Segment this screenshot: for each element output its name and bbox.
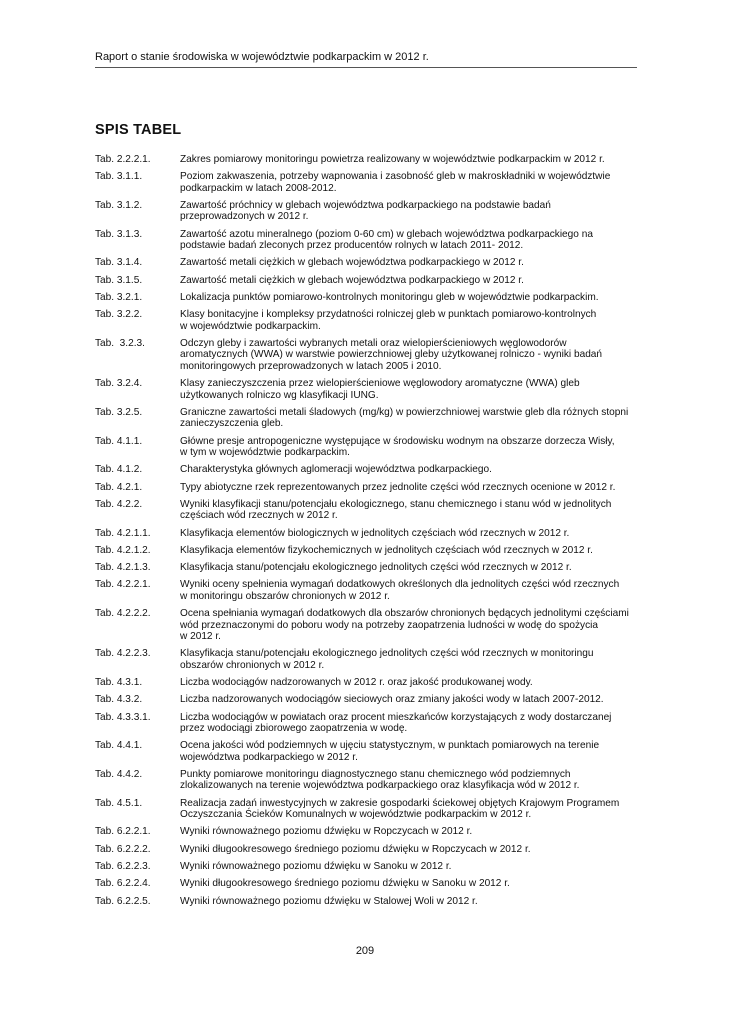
table-entry: [95, 257, 658, 268]
table-number: Tab. 4.2.1.1.: [95, 527, 151, 539]
caption-line: Ocena jakości wód podziemnych w ujęciu statystycznym, w punktach pomiarowych na terenie: [180, 740, 600, 752]
caption-line: częściach wód rzecznych w 2012 r.: [180, 510, 338, 522]
table-number: Tab. 4.2.2.2.: [95, 608, 151, 620]
table-number: Tab. 4.1.2.: [95, 464, 143, 476]
caption-line: Wyniki długookresowego średniego poziomu dźwięku w Ropczycach w 2012 r.: [180, 843, 531, 855]
table-caption: [180, 608, 658, 642]
caption-line: w 2012 r.: [180, 630, 221, 642]
section-title: SPIS TABEL: [95, 122, 182, 138]
table-entry: [95, 878, 658, 889]
table-caption: [180, 528, 658, 539]
caption-line: województwa podkarpackiego w 2012 r.: [180, 751, 358, 763]
table-entry: [95, 608, 658, 642]
caption-line: podstawie badań zleconych przez producentów rolnych w latach 2011- 2012.: [180, 240, 524, 252]
table-caption: [180, 648, 658, 671]
table-entry: [95, 579, 658, 602]
table-number: Tab. 4.4.1.: [95, 740, 143, 752]
caption-line: Wyniki równoważnego poziomu dźwięku w Sanoku w 2012 r.: [180, 860, 452, 872]
caption-line: Poziom zakwaszenia, potrzeby wapnowania i zasobność gleb w makroskładniki w województwie: [180, 171, 611, 183]
table-caption: [180, 229, 658, 252]
table-entry: [95, 171, 658, 194]
table-entry: [95, 798, 658, 821]
table-number: Tab. 6.2.2.1.: [95, 826, 151, 838]
caption-line: w województwie podkarpackim.: [180, 320, 321, 332]
caption-line: Wyniki klasyfikacji stanu/potencjału ekologicznego, stanu chemicznego i stanu wód w jednolitych: [180, 498, 612, 510]
table-number: Tab. 4.2.1.: [95, 481, 143, 493]
caption-line: Zakres pomiarowy monitoringu powietrza realizowany w województwie podkarpackim w 2012 r.: [180, 154, 605, 165]
table-number: Tab. 2.2.2.1.: [95, 154, 151, 165]
table-list: [95, 154, 658, 913]
caption-line: Główne presje antropogeniczne występujące w środowisku wodnym na obszarze dorzecza Wisły,: [180, 435, 615, 447]
table-number: Tab. 3.1.1.: [95, 171, 143, 183]
caption-line: Klasyfikacja elementów fizykochemicznych w jednolitych częściach wód rzecznych w 2012 r.: [180, 544, 593, 556]
table-entry: [95, 694, 658, 705]
running-header: Raport o stanie środowiska w województwie podkarpackim w 2012 r.: [95, 51, 637, 68]
caption-line: Zawartość metali ciężkich w glebach województwa podkarpackiego w 2012 r.: [180, 274, 524, 286]
table-number: Tab. 4.2.2.1.: [95, 579, 151, 591]
table-caption: [180, 878, 658, 889]
table-number: Tab. 6.2.2.3.: [95, 860, 151, 872]
table-number: Tab. 4.2.2.: [95, 498, 143, 510]
caption-line: użytkowanych rolniczo wg klasyfikacji IUNG.: [180, 389, 379, 401]
table-number: Tab. 4.3.2.: [95, 694, 143, 706]
table-caption: [180, 677, 658, 688]
caption-line: Oczyszczania Ścieków Komunalnych w województwie podkarpackim w 2012 r.: [180, 809, 532, 821]
table-caption: [180, 694, 658, 705]
table-entry: [95, 229, 658, 252]
caption-line: Liczba wodociągów w powiatach oraz procent mieszkańców korzystających z wody dostarczanej: [180, 711, 612, 723]
table-entry: [95, 482, 658, 493]
table-caption: [180, 309, 658, 332]
caption-line: przeprowadzonych w 2012 r.: [180, 211, 309, 223]
caption-line: Graniczne zawartości metali śladowych (mg/kg) w powierzchniowej warstwie gleb dla różnych stopni: [180, 406, 629, 418]
table-caption: [180, 407, 658, 430]
caption-line: obszarów chronionych w 2012 r.: [180, 659, 325, 671]
table-number: Tab. 3.2.2.: [95, 309, 143, 321]
table-number: Tab. 3.1.3.: [95, 228, 143, 240]
table-entry: [95, 309, 658, 332]
caption-line: zlokalizowanych na terenie województwa podkarpackiego oraz klasyfikacja wód w 2012 r.: [180, 780, 580, 792]
table-caption: [180, 482, 658, 493]
table-entry: [95, 648, 658, 671]
table-entry: [95, 562, 658, 573]
table-caption: [180, 436, 658, 459]
caption-line: zanieczyszczenia gleb.: [180, 418, 284, 430]
table-number: Tab. 4.3.3.1.: [95, 711, 151, 723]
caption-line: Klasy bonitacyjne i kompleksy przydatności rolniczej gleb w punktach pomiarowo-kontrolnych: [180, 309, 597, 321]
table-number: Tab. 6.2.2.2.: [95, 843, 151, 855]
table-caption: [180, 545, 658, 556]
table-entry: [95, 528, 658, 539]
table-entry: [95, 275, 658, 286]
table-number: Tab. 6.2.2.4.: [95, 878, 151, 890]
caption-line: Liczba wodociągów nadzorowanych w 2012 r. oraz jakość produkowanej wody.: [180, 676, 533, 688]
table-entry: [95, 712, 658, 735]
caption-line: Klasyfikacja stanu/potencjału ekologicznego jednolitych części wód rzecznych w monitoringu: [180, 648, 594, 660]
caption-line: Odczyn gleby i zawartości wybranych metali oraz wielopierścieniowych węglowodorów: [180, 338, 567, 349]
table-caption: [180, 200, 658, 223]
table-caption: [180, 798, 658, 821]
table-entry: [95, 499, 658, 522]
caption-line: Wyniki oceny spełnienia wymagań dodatkowych określonych dla jednolitych części wód rzecznych: [180, 579, 620, 591]
table-caption: [180, 844, 658, 855]
caption-line: Liczba nadzorowanych wodociągów sieciowych oraz zmiany jakości wody w latach 2007-2012.: [180, 694, 604, 706]
table-entry: [95, 154, 658, 165]
table-number: Tab. 3.2.4.: [95, 378, 143, 390]
table-caption: [180, 499, 658, 522]
caption-line: Zawartość metali ciężkich w glebach województwa podkarpackiego w 2012 r.: [180, 257, 524, 269]
caption-line: Typy abiotyczne rzek reprezentowanych przez jednolite części wód rzecznych ocenione w 2012 r.: [180, 481, 616, 493]
table-number: Tab. 3.2.5.: [95, 406, 143, 418]
table-caption: [180, 712, 658, 735]
caption-line: w tym w województwie podkarpackim.: [180, 446, 350, 458]
caption-line: Wyniki równoważnego poziomu dźwięku w Ropczycach w 2012 r.: [180, 826, 473, 838]
table-number: Tab. 3.2.1.: [95, 292, 143, 303]
table-caption: [180, 338, 658, 372]
caption-line: Realizacja zadań inwestycyjnych w zakresie gospodarki ściekowej objętych Krajowym Programem: [180, 797, 620, 809]
caption-line: Wyniki długookresowego średniego poziomu dźwięku w Sanoku w 2012 r.: [180, 878, 510, 890]
table-number: Tab. 4.2.1.2.: [95, 544, 151, 556]
table-entry: [95, 740, 658, 763]
caption-line: podkarpackim w latach 2008-2012.: [180, 182, 337, 194]
table-caption: [180, 464, 658, 475]
caption-line: Klasyfikacja elementów biologicznych w jednolitych częściach wód rzecznych w 2012 r.: [180, 527, 570, 539]
caption-line: w monitoringu obszarów chronionych w 2012 r.: [180, 590, 390, 602]
table-caption: [180, 292, 658, 303]
caption-line: wód przeznaczonymi do poboru wody na potrzeby zaopatrzenia ludności w wodę do spożycia: [180, 619, 599, 631]
table-entry: [95, 844, 658, 855]
table-entry: [95, 826, 658, 837]
table-number: Tab. 4.3.1.: [95, 676, 143, 688]
table-number: Tab. 4.5.1.: [95, 797, 143, 809]
table-number: Tab. 4.2.2.3.: [95, 648, 151, 660]
table-entry: [95, 407, 658, 430]
caption-line: Wyniki równoważnego poziomu dźwięku w Stalowej Woli w 2012 r.: [180, 895, 478, 907]
table-caption: [180, 769, 658, 792]
table-number: Tab. 4.4.2.: [95, 768, 143, 780]
table-number: Tab. 4.1.1.: [95, 435, 143, 447]
table-caption: [180, 826, 658, 837]
table-caption: [180, 896, 658, 907]
caption-line: Zawartość próchnicy w glebach województwa podkarpackiego na podstawie badań: [180, 200, 551, 211]
page-number: 209: [355, 945, 375, 957]
table-entry: [95, 896, 658, 907]
caption-line: Ocena spełniania wymagań dodatkowych dla obszarów chronionych będących jednolitymi częściami: [180, 608, 629, 620]
caption-line: Klasyfikacja stanu/potencjału ekologicznego jednolitych części wód rzecznych w 2012 r.: [180, 562, 572, 574]
caption-line: Lokalizacja punktów pomiarowo-kontrolnych monitoringu gleb w województwie podkarpackim.: [180, 292, 599, 303]
table-caption: [180, 562, 658, 573]
table-number: Tab. 4.2.1.3.: [95, 562, 151, 574]
caption-line: Charakterystyka głównych aglomeracji województwa podkarpackiego.: [180, 464, 492, 476]
table-entry: [95, 677, 658, 688]
caption-line: Zawartość azotu mineralnego (poziom 0-60 cm) w glebach województwa podkarpackiego na: [180, 228, 593, 240]
table-number: Tab. 3.1.5.: [95, 274, 143, 286]
caption-line: przez wodociągi zbiorowego zaopatrzenia w wodę.: [180, 722, 408, 734]
table-caption: [180, 861, 658, 872]
table-entry: [95, 338, 658, 372]
table-entry: [95, 861, 658, 872]
table-caption: [180, 154, 658, 165]
caption-line: Klasy zanieczyszczenia przez wielopierścieniowe węglowodory aromatyczne (WWA) gleb: [180, 378, 580, 390]
table-number: Tab. 3.2.3.: [95, 338, 145, 349]
table-entry: [95, 545, 658, 556]
table-entry: [95, 292, 658, 303]
table-caption: [180, 171, 658, 194]
caption-line: Punkty pomiarowe monitoringu diagnostycznego stanu chemicznego wód podziemnych: [180, 768, 571, 780]
table-caption: [180, 378, 658, 401]
table-number: Tab. 3.1.4.: [95, 257, 143, 269]
caption-line: aromatycznych (WWA) w warstwie powierzchniowej gleby użytkowanej rolniczo - wyniki badań: [180, 349, 603, 361]
table-entry: [95, 200, 658, 223]
table-number: Tab. 3.1.2.: [95, 200, 143, 211]
table-number: Tab. 6.2.2.5.: [95, 895, 151, 907]
table-caption: [180, 579, 658, 602]
table-entry: [95, 769, 658, 792]
table-entry: [95, 378, 658, 401]
table-caption: [180, 275, 658, 286]
table-caption: [180, 257, 658, 268]
table-entry: [95, 464, 658, 475]
table-entry: [95, 436, 658, 459]
caption-line: monitoringowych przeprowadzonych w latach 2005 i 2010.: [180, 360, 442, 372]
table-caption: [180, 740, 658, 763]
